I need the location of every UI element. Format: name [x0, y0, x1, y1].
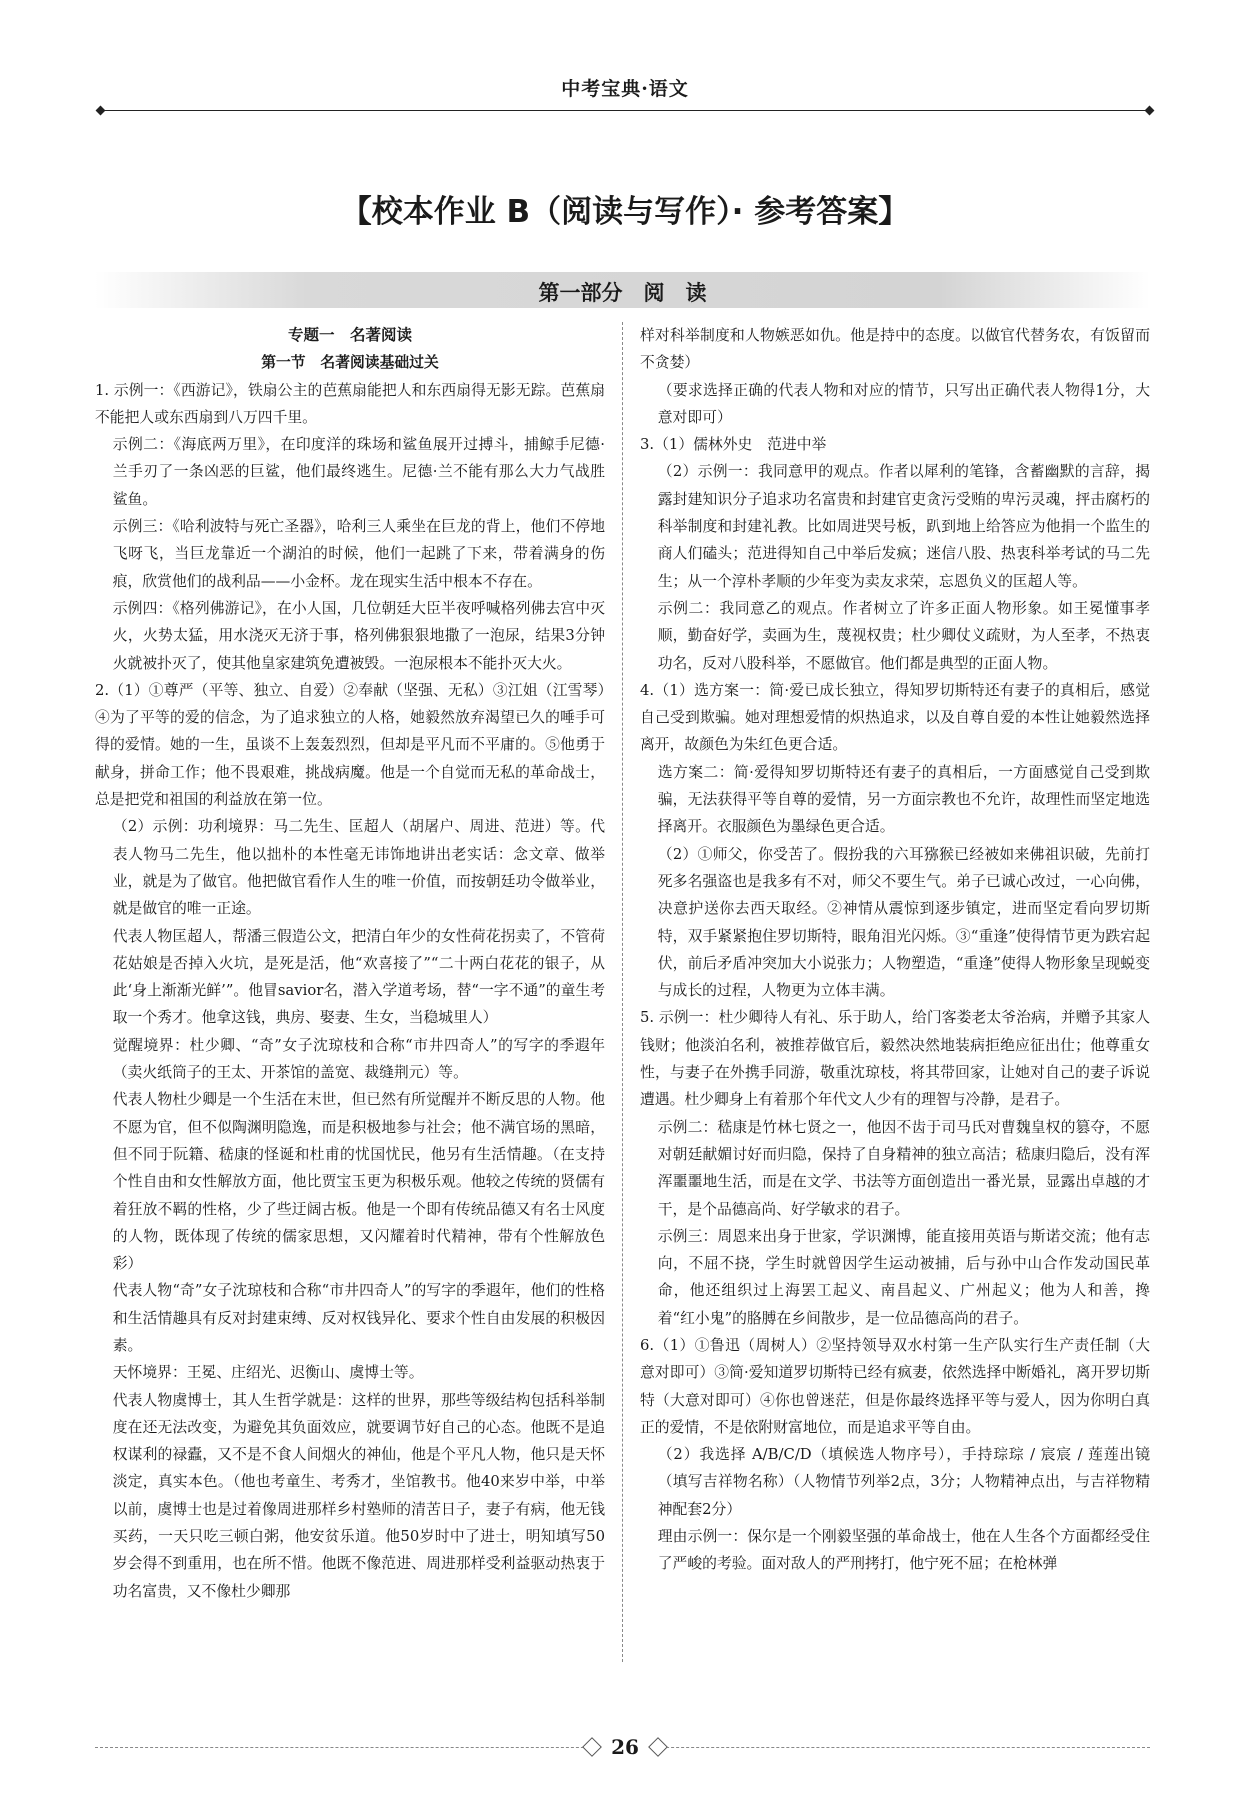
answer-paragraph: 代表人物匡超人，帮潘三假造公文，把清白年少的女性荷花拐卖了，不管荷花姑娘是否掉入火坑，是死是活，他“欢喜接了”“二十两白花花的银子，从此‘身上渐渐光鲜’”。他冒savior名，潜入学道考场，替“一字不通”的童生考取一个秀才。他拿这钱，典房、娶妻、生女，当稳城里人）	[112, 927, 605, 1027]
answer-paragraph: 觉醒境界：杜少卿、“奇”女子沈琼枝和合称“市井四奇人”的写字的季遐年（卖火纸筒子的王太、开茶馆的盖宽、裁缝荆元）等。	[112, 1036, 605, 1082]
answer-paragraph: 示例三：周恩来出身于世家，学识渊博，能直接用英语与斯诺交流；他有志向，不屈不挠，学生时就曾因学生运动被捕，后与孙中山合作发动国民革命，他还组织过上海罢工起义、南昌起义、广州起义；他为人和善，搀着“红小鬼”的胳膊在乡间散步，是一位品德高尚的君子。	[657, 1227, 1150, 1327]
answer-paragraph: 代表人物杜少卿是一个生活在末世，但已然有所觉醒并不断反思的人物。他不愿为官，但不似陶渊明隐逸，而是积极地参与社会；他不满官场的黑暗，但不同于阮籍、嵇康的怪诞和杜甫的忧国忧民，他另有生活情趣。（在支持个性自由和女性解放方面，他比贾宝玉更为积极乐观。他较之传统的贤儒有着狂放不羁的性格，少了些迂阔古板。他是一个即有传统品德又有名士风度的人物，既体现了传统的儒家思想，又闪耀着时代精神，带有个性解放色彩）	[112, 1091, 605, 1273]
part-band	[95, 272, 1150, 308]
answer-paragraph: 样对科举制度和人物嫉恶如仇。他是持中的态度。以做官代替务农，有饭留而不贪婪）	[640, 327, 1150, 372]
part-title: 第一部分 阅 读	[538, 281, 707, 305]
answer-paragraph: 代表人物虞博士，其人生哲学就是：这样的世界，那些等级结构包括科举制度在还无法改变，为避免其负面效应，就要调节好自己的心态。他既不是追权谋利的禄蠹，又不是不食人间烟火的神仙，他是个平凡人物，他只是天怀淡定，真实本色。（他也考童生、考秀才，坐馆教书。他40来岁中举，中举以前，虞博士也是过着像周进那样乡村塾师的清苦日子，妻子有病，他无钱买药，一天只吃三顿白粥，他安贫乐道。他50岁时中了进士，明知填写50岁会得不到重用，也在所不惜。他既不像范进、周进那样受利益驱动热衷于功名富贵，又不像杜少卿那	[112, 1391, 605, 1600]
main-title: 【校本作业 B（阅读与写作）· 参考答案】	[340, 194, 910, 230]
answer-paragraph: 理由示例一：保尔是一个刚毅坚强的革命战士，他在人生各个方面都经受住了严峻的考验。面对敌人的严刑拷打，他宁死不屈；在枪林弹	[657, 1528, 1150, 1573]
answer-paragraph: （2）示例一：我同意甲的观点。作者以犀利的笔锋，含蓄幽默的言辞，揭露封建知识分子追求功名富贵和封建官吏贪污受贿的卑污灵魂，抨击腐朽的科举制度和封建礼教。比如周进哭号板，趴到地上给答应为他捐一个监生的商人们磕头；范进得知自己中举后发疯；迷信八股、热衷科举考试的马二先生；从一个淳朴孝顺的少年变为卖友求荣，忘恩负义的匡超人等。	[657, 463, 1150, 590]
answer-paragraph: 5. 示例一：杜少卿待人有礼、乐于助人，给门客娄老太爷治病，并赠予其家人钱财；他淡泊名利，被推荐做官后，毅然决然地装病拒绝应征出仕；他尊重女性，与妻子在外携手同游，敬重沈琼枝，将其带回家，让她对自己的妻子诉说遭遇。杜少卿身上有着那个年代文人少有的理智与冷静，是君子。	[640, 1009, 1150, 1109]
answer-paragraph: 选方案二：简·爱得知罗切斯特还有妻子的真相后，一方面感觉自己受到欺骗，无法获得平等自尊的爱情，另一方面宗教也不允许，故理性而坚定地选择离开。衣服颜色为墨绿色更合适。	[657, 763, 1150, 836]
header-rule	[100, 110, 1150, 111]
answer-paragraph: （要求选择正确的代表人物和对应的情节，只写出正确代表人物得1分，大意对即可）	[657, 381, 1150, 426]
answer-paragraph: 代表人物“奇”女子沈琼枝和合称“市井四奇人”的写字的季遐年，他们的性格和生活情趣具有反对封建束缚、反对权钱异化、要求个性自由发展的积极因素。	[112, 1282, 605, 1354]
header-title: 中考宝典·语文	[561, 78, 689, 100]
page-header	[100, 74, 1150, 114]
column-divider	[622, 322, 623, 1662]
right-column	[640, 322, 1150, 1662]
answer-paragraph: 示例三：《哈利波特与死亡圣器》，哈利三人乘坐在巨龙的背上，他们不停地飞呀飞，当巨龙靠近一个湖泊的时候，他们一起跳了下来，带着满身的伤痕，欣赏他们的战利品——小金杯。龙在现实生活中根本不存在。	[112, 518, 605, 590]
answer-paragraph: （2）示例：功利境界：马二先生、匡超人（胡屠户、周进、范进）等。代表人物马二先生，他以拙朴的本性毫无讳饰地讲出老实话：念文章、做举业，就是为了做官。他把做官看作人生的唯一价值，而按朝廷功令做举业，就是做官的唯一正途。	[112, 818, 605, 918]
answer-paragraph: （2）①师父，你受苦了。假扮我的六耳猕猴已经被如来佛祖识破，先前打死多名强盗也是我多有不对，师父不要生气。弟子已诚心改过，一心向佛，决意护送你去西天取经。②神情从震惊到逐步镇定，进而坚定看向罗切斯特，双手紧紧抱住罗切斯特，眼角泪光闪烁。③“重逢”使得情节更为跌宕起伏，前后矛盾冲突加大小说张力；人物塑造，“重逢”使得人物形象呈现蜕变与成长的过程，人物更为立体丰满。	[657, 845, 1150, 1000]
answer-paragraph: 示例二：我同意乙的观点。作者树立了许多正面人物形象。如王冕懂事孝顺，勤奋好学，卖画为生，蔑视权贵；杜少卿仗义疏财，为人至孝，不热衷功名，反对八股科举，不愿做官。他们都是典型的正面人物。	[657, 599, 1150, 672]
answer-paragraph: 1. 示例一：《西游记》，铁扇公主的芭蕉扇能把人和东西扇得无影无踪。芭蕉扇不能把人或东西扇到八万四千里。	[95, 381, 605, 426]
section-title: 第一节 名著阅读基础过关	[261, 354, 439, 372]
answer-paragraph: 4.（1）选方案一：简·爱已成长独立，得知罗切斯特还有妻子的真相后，感觉自己受到欺骗。她对理想爱情的炽热追求，以及自尊自爱的本性让她毅然选择离开，故颜色为朱红色更合适。	[640, 681, 1150, 754]
topic-title: 专题一 名著阅读	[287, 326, 412, 344]
answer-paragraph: 示例二：嵇康是竹林七贤之一，他因不齿于司马氏对曹魏皇权的篡夺，不愿对朝廷献媚讨好而归隐，保持了自身精神的独立高洁；嵇康归隐后，没有浑浑噩噩地生活，而是在文学、书法等方面创造出一番光景，显露出卓越的才干，是个品德高尚、好学敏求的君子。	[657, 1118, 1150, 1218]
answer-paragraph: 示例二：《海底两万里》，在印度洋的珠场和鲨鱼展开过搏斗，捕鲸手尼德·兰手刃了一条凶恶的巨鲨，他们最终逃生。尼德·兰不能有那么大力气战胜鲨鱼。	[112, 436, 605, 508]
answer-paragraph: 3.（1）儒林外史 范进中举	[640, 436, 827, 454]
page-number: 26	[585, 1730, 665, 1764]
answer-paragraph: 天怀境界：王冕、庄绍光、迟衡山、虞博士等。	[112, 1364, 424, 1382]
left-column	[95, 322, 605, 1662]
answer-paragraph: 2.（1）①尊严（平等、独立、自爱）②奉献（坚强、无私）③江姐（江雪琴）④为了平等的爱的信念，为了追求独立的人格，她毅然放弃渴望已久的唾手可得的爱情。她的一生，虽谈不上轰轰烈烈，但却是平凡而不平庸的。⑤他勇于献身，拼命工作；他不畏艰难，挑战病魔。他是一个自觉而无私的革命战士，总是把党和祖国的利益放在第一位。	[95, 681, 605, 809]
answer-paragraph: （2）我选择 A/B/C/D（填候选人物序号），手持琮琮 / 宸宸 / 莲莲出镜（填写吉祥物名称）（人物情节列举2点，3分；人物精神点出，与吉祥物精神配套2分）	[657, 1446, 1150, 1518]
answer-paragraph: 示例四：《格列佛游记》，在小人国，几位朝廷大臣半夜呼喊格列佛去宫中灭火，火势太猛，用水浇灭无济于事，格列佛狠狠地撒了一泡尿，结果3分钟火就被扑灭了，使其他皇家建筑免遭被毁。一泡尿根本不能扑灭大火。	[112, 599, 605, 672]
answer-paragraph: 6.（1）①鲁迅（周树人）②坚持领导双水村第一生产队实行生产责任制（大意对即可）③简·爱知道罗切斯特已经有疯妻，依然选择中断婚礼，离开罗切斯特（大意对即可）④你也曾迷茫，但是你最终选择平等与爱人，因为你明白真正的爱情，不是依附财富地位，而是追求平等自由。	[640, 1336, 1150, 1436]
